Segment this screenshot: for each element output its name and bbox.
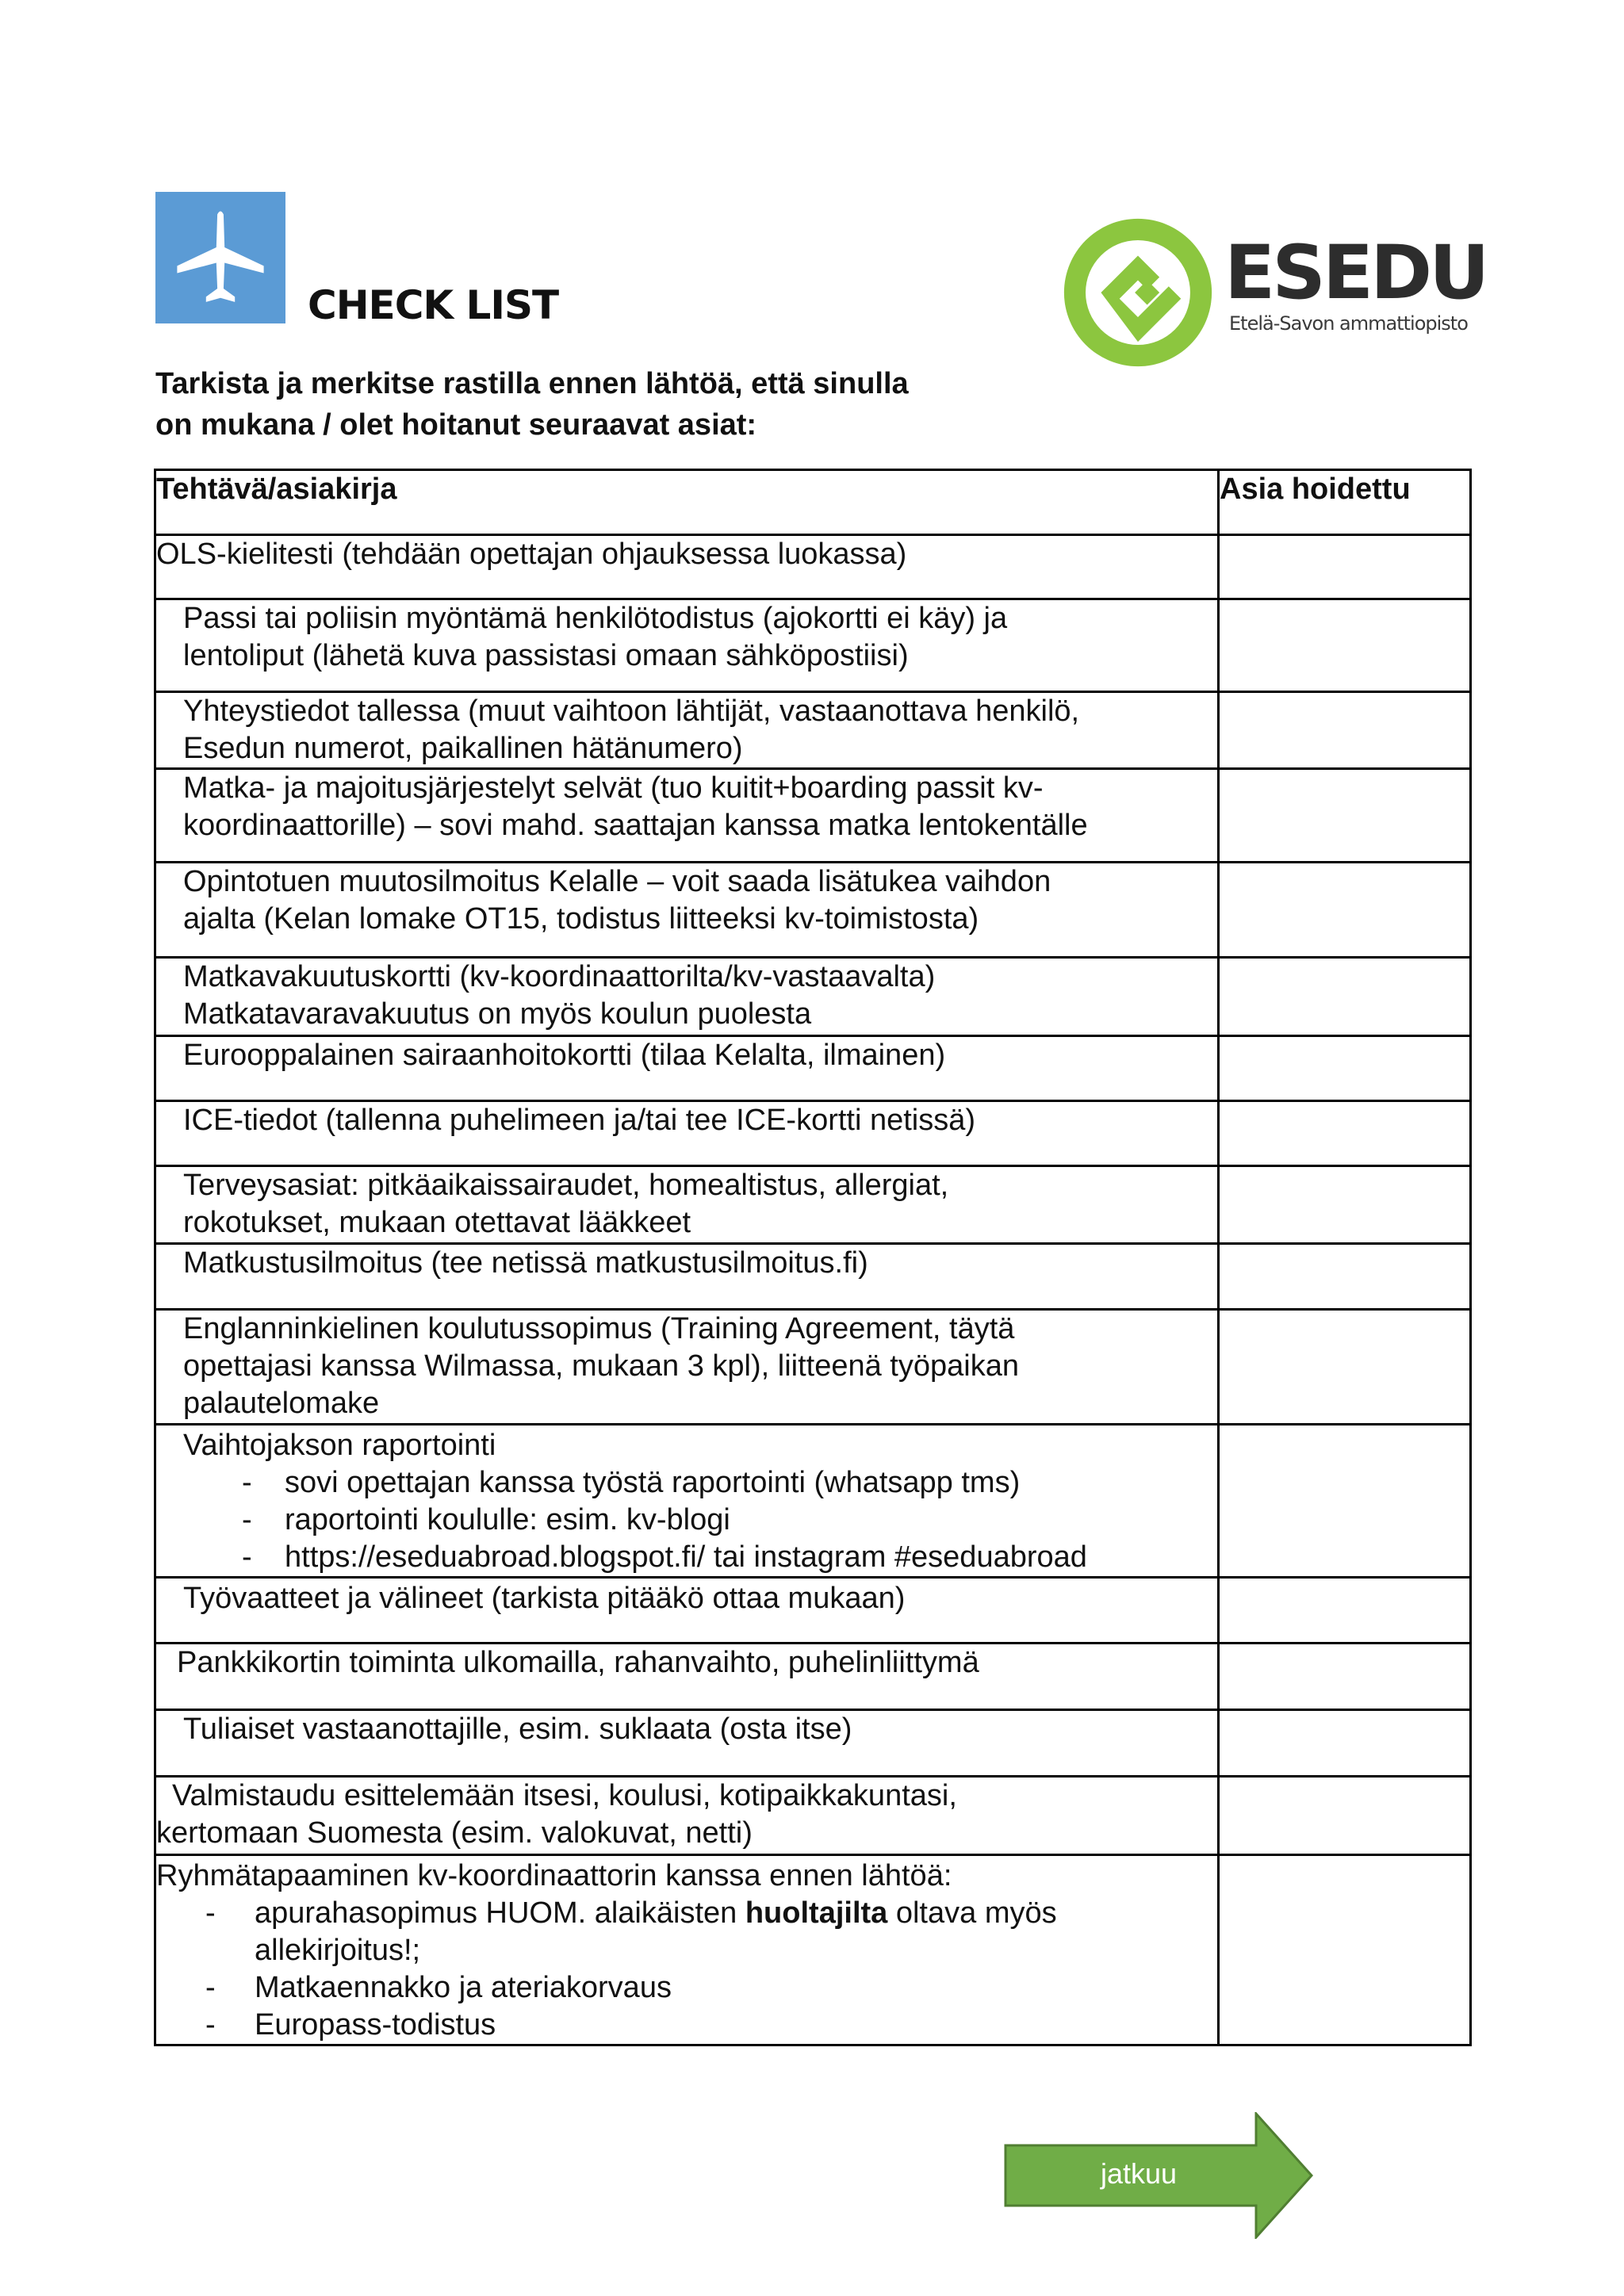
continue-arrow-button[interactable]	[1004, 2112, 1313, 2239]
task-cell	[155, 769, 1219, 863]
task-line: Terveysasiat: pitkäaikaissairaudet, homealtistus, allergiat,	[183, 1169, 949, 1202]
table-row	[155, 863, 1471, 958]
task-line: koordinaattorille) – sovi mahd. saattajan kanssa matka lentokentälle	[183, 809, 1088, 842]
table-row	[155, 599, 1471, 692]
task-cell	[155, 1710, 1219, 1777]
table-row	[155, 1036, 1471, 1101]
task-line: Työvaatteet ja välineet (tarkista pitääkö ottaa mukaan)	[183, 1582, 906, 1615]
task-cell	[155, 1644, 1219, 1710]
task-cell	[155, 1101, 1219, 1166]
task-line: lentoliput (lähetä kuva passistasi omaan sähköpostiisi)	[183, 639, 909, 672]
checklist-table	[154, 469, 1472, 2046]
plane-tile	[155, 192, 285, 323]
table-row	[155, 1777, 1471, 1855]
task-line: Opintotuen muutosilmoitus Kelalle – voit saada lisätukea vaihdon	[183, 865, 1051, 898]
intro-text	[155, 363, 1107, 446]
table-row	[155, 1578, 1471, 1644]
done-cell[interactable]	[1219, 1578, 1471, 1644]
task-line: Matkavakuutuskortti (kv-koordinaattorilta/kv-vastaavalta)	[183, 960, 936, 993]
bullet-item: - sovi opettajan kanssa työstä raportointi (whatsapp tms)	[183, 1464, 1217, 1502]
task-cell	[155, 1425, 1219, 1578]
column-header-task: Tehtävä/asiakirja	[155, 470, 1219, 535]
table-row	[155, 1425, 1471, 1578]
table-row	[155, 1166, 1471, 1244]
task-line: Valmistaudu esittelemään itsesi, koulusi, kotipaikkakuntasi,	[172, 1779, 957, 1812]
bullet-text: apurahasopimus HUOM. alaikäisten	[255, 1896, 745, 1930]
task-line: Esedun numerot, paikallinen hätänumero)	[183, 732, 743, 765]
done-cell[interactable]	[1219, 1036, 1471, 1101]
table-row	[155, 769, 1471, 863]
task-cell	[155, 692, 1219, 769]
task-line: Ryhmätapaaminen kv-koordinaattorin kanssa ennen lähtöä:	[156, 1859, 952, 1892]
task-line: Englanninkielinen koulutussopimus (Training Agreement, täytä	[183, 1312, 1015, 1345]
task-cell	[155, 863, 1219, 958]
task-line: Pankkikortin toiminta ulkomailla, rahanvaihto, puhelinliittymä	[177, 1646, 979, 1679]
done-cell[interactable]	[1219, 1855, 1471, 2045]
task-cell	[155, 1855, 1219, 2045]
intro-line: Tarkista ja merkitse rastilla ennen lähtöä, että sinulla	[155, 367, 909, 400]
task-cell	[155, 1244, 1219, 1310]
table-row	[155, 1310, 1471, 1425]
done-cell[interactable]	[1219, 1644, 1471, 1710]
done-cell[interactable]	[1219, 958, 1471, 1036]
bullet-emphasis: huoltajilta	[745, 1896, 888, 1930]
table-row	[155, 1244, 1471, 1310]
done-cell[interactable]	[1219, 1101, 1471, 1166]
task-cell	[155, 599, 1219, 692]
task-line: Vaihtojakson raportointi	[183, 1429, 496, 1462]
table-header-row	[155, 470, 1471, 535]
task-cell	[155, 1578, 1219, 1644]
task-line: Eurooppalainen sairaanhoitokortti (tilaa Kelalta, ilmainen)	[183, 1039, 946, 1072]
table-row	[155, 1710, 1471, 1777]
bullet-text: allekirjoitus!;	[255, 1934, 421, 1967]
task-cell	[155, 1036, 1219, 1101]
done-cell[interactable]	[1219, 1710, 1471, 1777]
task-line: kertomaan Suomesta (esim. valokuvat, netti)	[156, 1816, 753, 1850]
logo-subtitle: Etelä-Savon ammattiopisto	[1229, 312, 1468, 335]
table-row	[155, 1644, 1471, 1710]
table-row	[155, 535, 1471, 599]
done-cell[interactable]	[1219, 769, 1471, 863]
column-header-done: Asia hoidettu	[1219, 470, 1471, 535]
done-cell[interactable]	[1219, 1310, 1471, 1425]
done-cell[interactable]	[1219, 535, 1471, 599]
done-cell[interactable]	[1219, 863, 1471, 958]
task-line: Tuliaiset vastaanottajille, esim. suklaata (osta itse)	[183, 1712, 852, 1746]
bullet-item: - raportointi koululle: esim. kv-blogi	[183, 1502, 1217, 1539]
task-line: ICE-tiedot (tallenna puhelimeen ja/tai tee ICE-kortti netissä)	[183, 1104, 976, 1137]
table-row	[155, 958, 1471, 1036]
task-line: OLS-kielitesti (tehdään opettajan ohjauksessa luokassa)	[156, 538, 907, 571]
continue-label: jatkuu	[1100, 2157, 1178, 2190]
intro-line: on mukana / olet hoitanut seuraavat asiat:	[155, 408, 757, 442]
task-cell	[155, 958, 1219, 1036]
esedu-logo	[1061, 209, 1487, 368]
logo-wordmark: ESEDU	[1224, 230, 1487, 316]
bullet-item	[156, 1895, 1217, 1969]
done-cell[interactable]	[1219, 1244, 1471, 1310]
done-cell[interactable]	[1219, 1777, 1471, 1855]
table-row	[155, 692, 1471, 769]
task-line: Passi tai poliisin myöntämä henkilötodistus (ajokortti ei käy) ja	[183, 602, 1008, 635]
task-line: Matkustusilmoitus (tee netissä matkustusilmoitus.fi)	[183, 1246, 868, 1280]
task-line: ajalta (Kelan lomake OT15, todistus liitteeksi kv-toimistosta)	[183, 902, 979, 936]
bullet-item: - Europass-todistus	[156, 2007, 1217, 2044]
task-line: Yhteystiedot tallessa (muut vaihtoon lähtijät, vastaanottava henkilö,	[183, 695, 1080, 728]
table-row	[155, 1855, 1471, 2045]
blog-link[interactable]: https://eseduabroad.blogspot.fi/ tai instagram #eseduabroad	[285, 1540, 1087, 1574]
task-line: Matka- ja majoitusjärjestelyt selvät (tuo kuitit+boarding passit kv-	[183, 771, 1044, 805]
task-cell	[155, 1166, 1219, 1244]
page-title: CHECK LIST	[308, 282, 559, 328]
table-row	[155, 1101, 1471, 1166]
airplane-icon	[169, 206, 272, 309]
done-cell[interactable]	[1219, 1425, 1471, 1578]
task-line: rokotukset, mukaan otettavat lääkkeet	[183, 1206, 691, 1239]
task-line: opettajasi kanssa Wilmassa, mukaan 3 kpl), liitteenä työpaikan	[183, 1349, 1019, 1383]
task-cell	[155, 1777, 1219, 1855]
done-cell[interactable]	[1219, 692, 1471, 769]
task-cell	[155, 535, 1219, 599]
task-line: palautelomake	[183, 1387, 380, 1420]
bullet-text: oltava myös	[887, 1896, 1057, 1930]
done-cell[interactable]	[1219, 1166, 1471, 1244]
done-cell[interactable]	[1219, 599, 1471, 692]
bullet-item: - Matkaennakko ja ateriakorvaus	[156, 1969, 1217, 2007]
task-line: Matkatavaravakuutus on myös koulun puolesta	[183, 997, 812, 1031]
bullet-list	[156, 1895, 1217, 2044]
task-cell	[155, 1310, 1219, 1425]
esedu-logo-icon	[1061, 216, 1215, 369]
bullet-item	[183, 1539, 1217, 1576]
bullet-list	[183, 1464, 1217, 1576]
